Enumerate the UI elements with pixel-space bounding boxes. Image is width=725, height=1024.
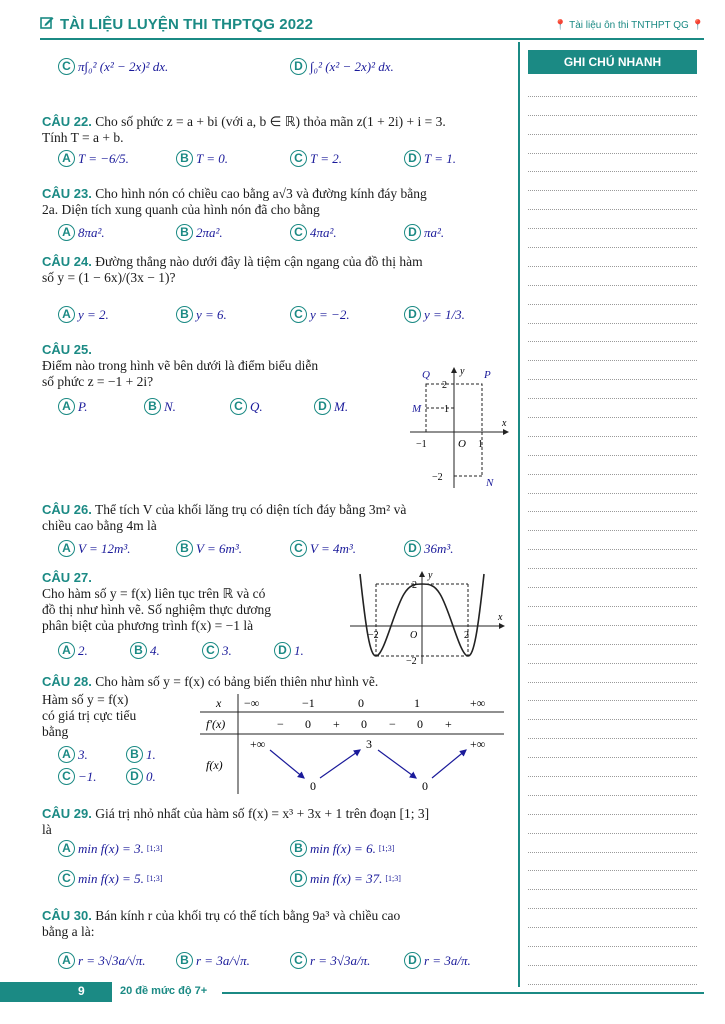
derivative-sign: − <box>277 717 284 731</box>
question-27 <box>42 570 342 634</box>
option-badge: A <box>58 746 75 763</box>
row-label-fprime: f′(x) <box>206 717 226 731</box>
q23-option-b: 2πa². <box>196 224 223 240</box>
note-line <box>528 135 697 154</box>
note-line <box>528 947 697 966</box>
option-badge: A <box>58 642 75 659</box>
x-value: −∞ <box>244 696 260 710</box>
option-badge: C <box>290 224 307 241</box>
note-line <box>528 456 697 475</box>
derivative-sign: 0 <box>417 717 423 731</box>
option-badge: D <box>314 398 331 415</box>
pin-icon: 📍 <box>554 20 567 31</box>
page-footer <box>0 982 725 1002</box>
f-bottom-2: 0 <box>422 779 428 793</box>
question-number: CÂU 27. <box>42 570 92 585</box>
option-text: ∫₀² (x² − 2x)² dx. <box>310 58 394 74</box>
x-value: −1 <box>302 696 315 710</box>
question-line-3: bằng <box>42 724 69 739</box>
note-line <box>528 720 697 739</box>
header-divider <box>40 38 704 40</box>
question-24 <box>42 254 514 286</box>
note-line <box>528 342 697 361</box>
footer-line <box>222 992 704 994</box>
option-badge: C <box>58 58 75 75</box>
question-text: Điểm nào trong hình vẽ bên dưới là điểm biểu diễn <box>42 358 319 373</box>
note-line <box>528 172 697 191</box>
tick-minus-1: −1 <box>416 439 427 450</box>
tick-x-minus-2: −2 <box>368 630 379 641</box>
note-line <box>528 248 697 267</box>
q21-option-c <box>58 58 168 75</box>
q26-option-b: V = 6m³. <box>196 540 243 556</box>
question-line-2: đồ thị như hình vẽ. Số nghiệm thực dương <box>42 602 271 617</box>
header-title: TÀI LIỆU LUYỆN THI THPTQG 2022 <box>60 16 314 33</box>
q23-option-d: πa². <box>424 224 445 240</box>
question-line-2: có giá trị cực tiểu <box>42 708 137 723</box>
question-22 <box>42 114 514 146</box>
tick-1: 1 <box>444 404 449 415</box>
note-line <box>528 550 697 569</box>
option-badge: B <box>176 224 193 241</box>
option-badge: A <box>58 952 75 969</box>
q27-option-c: 3. <box>222 642 232 658</box>
note-line <box>528 78 697 97</box>
label-q: Q <box>422 369 430 381</box>
q30-option-d: r = 3a/π. <box>424 952 471 968</box>
tick-x-2: 2 <box>464 630 469 641</box>
option-badge: D <box>274 642 291 659</box>
note-line <box>528 361 697 380</box>
option-badge: B <box>144 398 161 415</box>
option-badge: B <box>290 840 307 857</box>
question-text: Đường thẳng nào dưới đây là tiệm cận ngang của đồ thị hàm <box>95 254 423 269</box>
q29-option-a: min f(x) = 3. <box>78 840 144 856</box>
note-line <box>528 909 697 928</box>
question-text: Bán kính r của khối trụ có thể tích bằng 9a³ và chiều cao <box>95 908 401 923</box>
q25-option-c: Q. <box>250 398 263 414</box>
note-line <box>528 229 697 248</box>
question-number: CÂU 28. <box>42 674 92 689</box>
q30-option-c: r = 3√3a/π. <box>310 952 371 968</box>
derivative-sign: 0 <box>361 717 367 731</box>
q28-option-b: 1. <box>146 746 156 762</box>
question-number: CÂU 30. <box>42 908 92 923</box>
question-number: CÂU 23. <box>42 186 92 201</box>
question-text: Thể tích V của khối lăng trụ có diện tích đáy bằng 3m² và <box>95 502 407 517</box>
question-line-3: phân biệt của phương trình f(x) = −1 là <box>42 618 254 633</box>
x-value: 0 <box>358 696 364 710</box>
q24-option-a: y = 2. <box>78 306 109 322</box>
notes-panel <box>528 50 697 985</box>
label-x: x <box>502 418 507 429</box>
note-line <box>528 607 697 626</box>
q28-option-d: 0. <box>146 768 156 784</box>
footer-box <box>0 982 112 1002</box>
header-right <box>554 20 704 31</box>
q30-option-b: r = 3a/√π. <box>196 952 250 968</box>
option-badge: C <box>290 150 307 167</box>
arrow-up <box>320 750 360 778</box>
question-text: Cho số phức z = a + bi (với a, b ∈ ℝ) thỏa mãn z(1 + 2i) + i = 3. <box>95 114 446 129</box>
note-line <box>528 645 697 664</box>
derivative-sign: + <box>445 717 452 731</box>
option-badge: D <box>404 224 421 241</box>
f-top-2: 3 <box>366 737 372 751</box>
question-number: CÂU 24. <box>42 254 92 269</box>
note-line <box>528 626 697 645</box>
option-badge: A <box>58 306 75 323</box>
option-badge: D <box>404 150 421 167</box>
note-line <box>528 701 697 720</box>
note-line <box>528 97 697 116</box>
question-number: CÂU 26. <box>42 502 92 517</box>
option-badge: B <box>176 952 193 969</box>
note-line <box>528 777 697 796</box>
q24-option-b: y = 6. <box>196 306 227 322</box>
q25-complex-plane <box>400 364 512 492</box>
note-line <box>528 758 697 777</box>
row-label-f: f(x) <box>206 758 223 772</box>
note-line <box>528 796 697 815</box>
derivative-sign: + <box>333 717 340 731</box>
q27-function-graph <box>348 570 508 666</box>
q30-option-a: r = 3√3a/√π. <box>78 952 146 968</box>
question-line-1: Hàm số y = f(x) <box>42 692 129 707</box>
note-line <box>528 154 697 173</box>
question-text-2: bằng a là: <box>42 924 95 939</box>
q22-option-b: T = 0. <box>196 150 229 166</box>
option-badge: B <box>176 540 193 557</box>
option-badge: A <box>58 540 75 557</box>
label-origin: O <box>410 630 418 641</box>
arrow-down <box>378 750 416 778</box>
question-29 <box>42 806 514 838</box>
f-bottom-1: 0 <box>310 779 316 793</box>
q25-option-d: M. <box>334 398 349 414</box>
question-number: CÂU 29. <box>42 806 92 821</box>
q24-option-d: y = 1/3. <box>424 306 465 322</box>
footer-text: 20 đề mức độ 7+ <box>120 985 208 997</box>
note-line <box>528 191 697 210</box>
note-line <box>528 475 697 494</box>
option-badge: C <box>230 398 247 415</box>
q23-option-a: 8πa². <box>78 224 105 240</box>
label-x: x <box>498 612 503 623</box>
option-badge: C <box>290 306 307 323</box>
header-right-text: Tài liệu ôn thi TNTHPT QG <box>569 20 689 31</box>
option-badge: D <box>404 306 421 323</box>
subscript: [1;3] <box>378 844 395 853</box>
option-badge: C <box>58 870 75 887</box>
label-n: N <box>486 477 494 489</box>
note-line <box>528 739 697 758</box>
option-badge: A <box>58 150 75 167</box>
subscript: [1;3] <box>146 874 163 883</box>
question-text-2: số phức z = −1 + 2i? <box>42 374 154 389</box>
option-badge: B <box>176 306 193 323</box>
question-30 <box>42 908 514 940</box>
option-badge: D <box>126 768 143 785</box>
q29-option-c: min f(x) = 5. <box>78 870 144 886</box>
question-text: Cho hình nón có chiều cao bằng a√3 và đường kính đáy bằng <box>95 186 427 201</box>
derivative-sign: 0 <box>305 717 311 731</box>
option-badge: C <box>290 952 307 969</box>
note-line <box>528 286 697 305</box>
tick-minus-2: −2 <box>432 472 443 483</box>
option-badge: D <box>290 58 307 75</box>
option-badge: D <box>290 870 307 887</box>
q27-option-a: 2. <box>78 642 88 658</box>
q28-option-a: 3. <box>78 746 88 762</box>
question-23 <box>42 186 514 218</box>
option-badge: A <box>58 840 75 857</box>
note-line <box>528 588 697 607</box>
derivative-signs <box>277 717 452 731</box>
question-26 <box>42 502 514 534</box>
q22-option-c: T = 2. <box>310 150 343 166</box>
label-y: y <box>428 570 433 581</box>
main-content <box>42 46 514 976</box>
page-header <box>40 14 704 38</box>
note-line <box>528 399 697 418</box>
q22-option-a: T = −6/5. <box>78 150 129 166</box>
notes-lines <box>528 78 697 985</box>
note-line <box>528 531 697 550</box>
x-values <box>244 696 485 710</box>
note-line <box>528 494 697 513</box>
q29-option-d: min f(x) = 37. <box>310 870 383 886</box>
option-badge: B <box>126 746 143 763</box>
q26-option-d: 36m³. <box>424 540 454 556</box>
option-badge: A <box>58 398 75 415</box>
header-title-row <box>40 16 313 33</box>
question-28 <box>42 674 514 690</box>
arrow-down <box>270 750 304 778</box>
note-line <box>528 853 697 872</box>
derivative-sign: − <box>389 717 396 731</box>
label-y: y <box>460 366 465 377</box>
note-line <box>528 116 697 135</box>
question-text-2: Tính T = a + b. <box>42 130 124 145</box>
option-badge: C <box>58 768 75 785</box>
question-line-1: Cho hàm số y = f(x) liên tục trên ℝ và có <box>42 586 266 601</box>
option-text: π∫₀² (x² − 2x)² dx. <box>78 58 169 74</box>
option-badge: C <box>202 642 219 659</box>
label-m: M <box>412 403 422 415</box>
option-badge: C <box>290 540 307 557</box>
note-line <box>528 871 697 890</box>
q25-option-a: P. <box>78 398 88 414</box>
label-p: P <box>484 369 491 381</box>
option-badge: D <box>404 952 421 969</box>
tick-minus-2: −2 <box>406 656 417 666</box>
question-text-2: 2a. Diện tích xung quanh của hình nón đã cho bằng <box>42 202 320 217</box>
row-label-x: x <box>216 696 222 710</box>
x-value: 1 <box>414 696 420 710</box>
question-number: CÂU 22. <box>42 114 92 129</box>
pin-icon: 📍 <box>691 20 704 31</box>
q28-option-c: −1. <box>78 768 97 784</box>
note-line <box>528 664 697 683</box>
q27-option-b: 4. <box>150 642 160 658</box>
note-line <box>528 305 697 324</box>
q27-option-d: 1. <box>294 642 304 658</box>
x-value: +∞ <box>470 696 486 710</box>
tick-2: 2 <box>412 580 417 591</box>
q22-option-d: T = 1. <box>424 150 457 166</box>
note-line <box>528 324 697 343</box>
question-text: Cho hàm số y = f(x) có bảng biến thiên như hình vẽ. <box>95 674 379 689</box>
tick-x-1: 1 <box>478 439 483 450</box>
q26-option-a: V = 12m³. <box>78 540 131 556</box>
note-line <box>528 569 697 588</box>
pencil-icon <box>40 16 54 33</box>
f-top-1: +∞ <box>250 737 266 751</box>
subscript: [1;3] <box>385 874 401 883</box>
question-text-2: chiều cao bằng 4m là <box>42 518 157 533</box>
page-number: 9 <box>78 984 85 998</box>
q26-option-c: V = 4m³. <box>310 540 357 556</box>
question-text: Giá trị nhỏ nhất của hàm số f(x) = x³ + 3x + 1 trên đoạn [1; 3] <box>95 806 430 821</box>
arrow-up <box>432 750 466 778</box>
note-line <box>528 418 697 437</box>
note-line <box>528 890 697 909</box>
note-line <box>528 267 697 286</box>
sidebar-divider <box>518 42 520 987</box>
note-line <box>528 380 697 399</box>
note-line <box>528 683 697 702</box>
q25-option-b: N. <box>164 398 176 414</box>
option-badge: A <box>58 224 75 241</box>
f-top-3: +∞ <box>470 737 486 751</box>
subscript: [1;3] <box>146 844 163 853</box>
question-25 <box>42 342 382 390</box>
variation-table <box>200 694 506 796</box>
note-line <box>528 815 697 834</box>
option-badge: D <box>404 540 421 557</box>
note-line <box>528 437 697 456</box>
option-badge: B <box>176 150 193 167</box>
question-text-2: là <box>42 822 52 837</box>
q21-option-d <box>290 58 394 75</box>
q24-option-c: y = −2. <box>310 306 350 322</box>
question-text-2: số y = (1 − 6x)/(3x − 1)? <box>42 270 176 285</box>
q23-option-c: 4πa². <box>310 224 337 240</box>
tick-2: 2 <box>442 380 447 391</box>
question-28-body <box>42 692 192 740</box>
note-line <box>528 512 697 531</box>
question-number: CÂU 25. <box>42 342 92 357</box>
label-origin: O <box>458 438 466 450</box>
q29-option-b: min f(x) = 6. <box>310 840 376 856</box>
note-line <box>528 928 697 947</box>
option-badge: B <box>130 642 147 659</box>
notes-title: GHI CHÚ NHANH <box>528 50 697 74</box>
note-line <box>528 834 697 853</box>
note-line <box>528 210 697 229</box>
